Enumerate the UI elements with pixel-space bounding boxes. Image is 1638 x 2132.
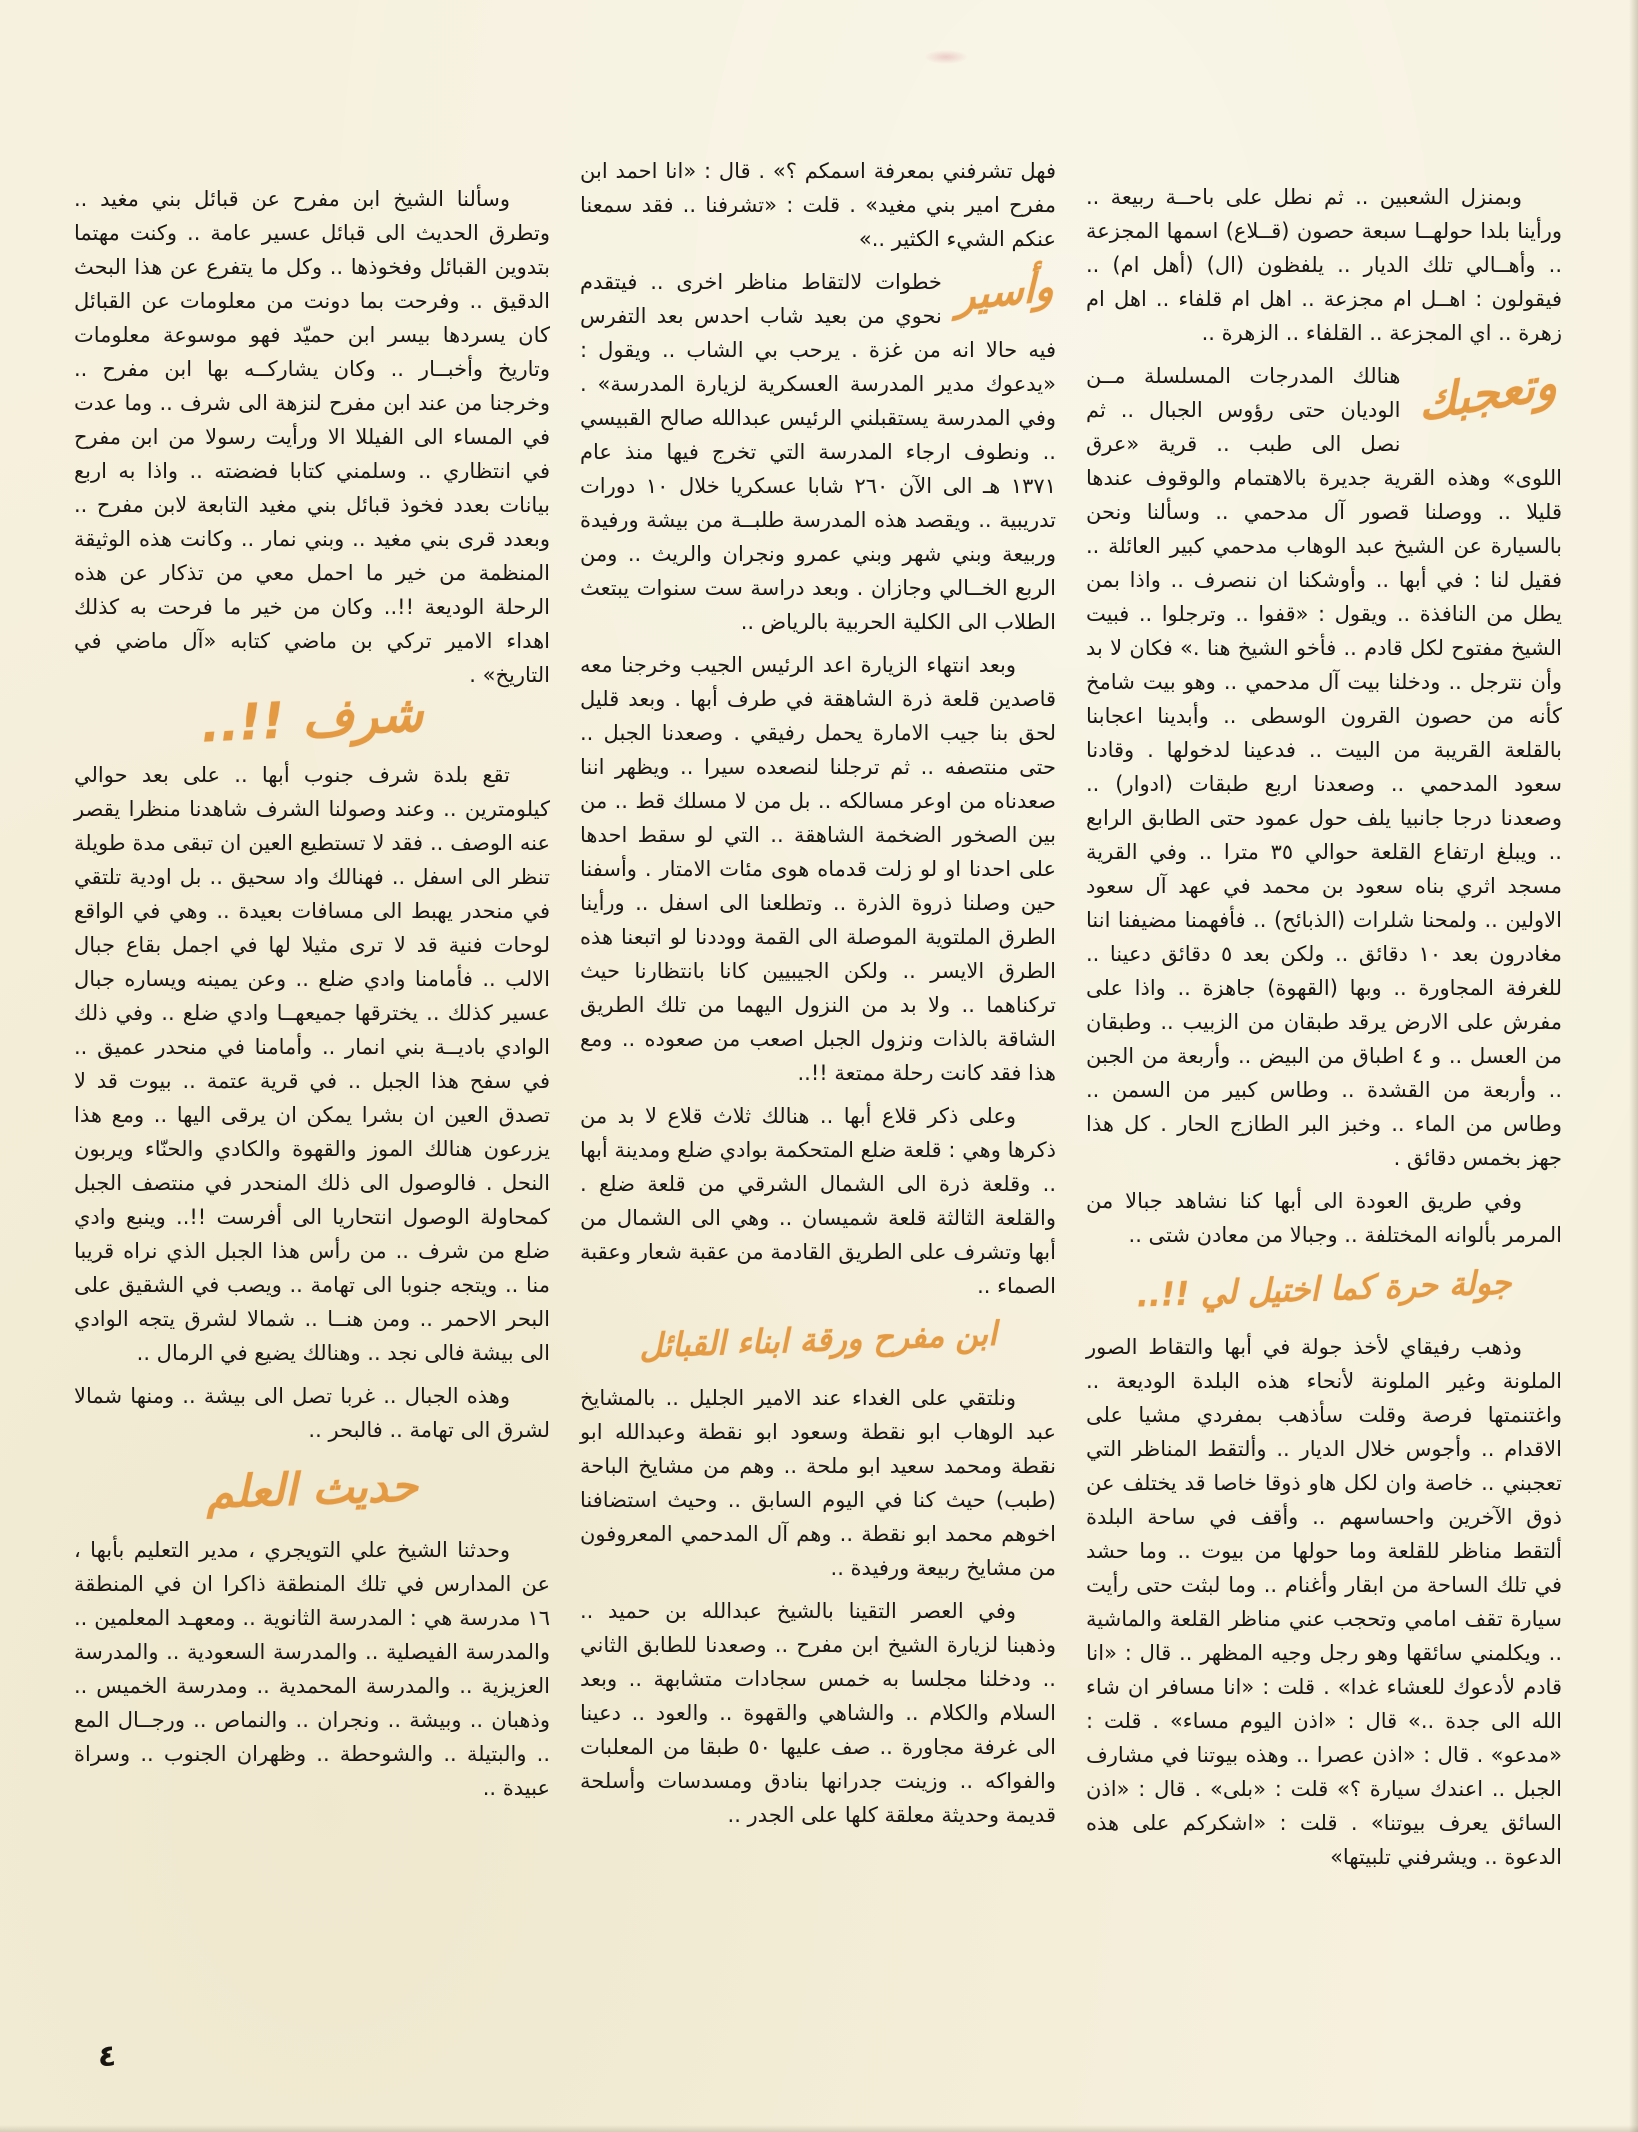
calligraphy-wa-asir-heading: وأسير [956,263,1054,321]
column-right [1086,86,1562,1883]
paragraph [74,1533,550,1805]
paragraph-text: وفي طريق العودة الى أبها كنا نشاهد جبالا من المرمر بألوانه المختلفة .. وجبالا من معادن شتى .. [1086,1189,1562,1247]
paragraph-text: خطوات لالتقاط مناظر اخرى .. فيتقدم نحوي من بعيد شاب احدس بعد التفرس فيه حالا انه من غزة . يرحب بي الشاب .. ويقول : «يدعوك مدير المدرسة العسكرية لزيارة المدرسة» . وفي المدرسة يستقبلني الرئيس عبدالله صالح القبيسي .. ونطوف ارجاء المدرسة التي تخرج فيها منذ عام ١٣٧١ هـ الى الآن ٢٦٠ شابا عسكريا خلال ١٠ دورات تدريبية .. ويقصد هذه المدرسة طلبــة من بيشة ورفيدة وربيعة وبني شهر وبني عمرو ونجران والريث .. ومن الربع الخــالي وجازان . وبعد دراسة ست سنوات يبتعث الطلاب الى الكلية الحربية بالرياض .. [580,270,1056,634]
paragraph-text: وحدثنا الشيخ علي التويجري ، مدير التعليم بأبها ، عن المدارس في تلك المنطقة ذاكرا ان في المنطقة ١٦ مدرسة هي : المدرسة الثانوية .. ومعهـد المعلمين .. والمدرسة الفيصلية .. والمدرسة السعودية .. والمدرسة العزيزية .. والمدرسة المحمدية .. ومدرسة الخميس .. وذهبان .. وبيشة .. ونجران .. والنماص .. ورجــال المع .. والبتيلة .. والشوحطة .. وظهران الجنوب .. وسراة عبيدة .. [74,1538,550,1800]
paragraph-text: هنالك المدرجات المسلسلة مــن الوديان حتى رؤوس الجبال .. ثم نصل الى طبب .. قرية «عرق اللوى» وهذه القرية جديرة بالاهتمام والوقوف عندها قليلا .. ووصلنا قصور آل مدحمي .. وسألنا ونحن بالسيارة عن الشيخ عبد الوهاب مدحمي كبير العائلة .. فقيل لنا : في أبها .. وأوشكنا ان ننصرف .. واذا بمن يطل من النافذة .. ويقول : «قفوا .. وترجلوا .. فبيت الشيخ مفتوح لكل قادم .. فأخو الشيخ هنا .» فكان لا بد وأن نترجل .. ودخلنا بيت آل مدحمي .. وهو بيت شامخ كأنه من حصون القرون الوسطى .. وأبدينا اعجابنا بالقلعة القريبة من البيت .. فدعينا لدخولها . وقادنا سعود المدحمي .. وصعدنا اربع طبقات (ادوار) .. وصعدنا درجا جانبيا يلف حول عمود حتى الطابق الرابع .. ويبلغ ارتفاع القلعة حوالي ٣٥ مترا .. وفي القرية مسجد اثري بناه سعود بن محمد في عهد آل سعود الاولين .. ولمحنا شلرات (الذبائح) .. فأفهمنا مضيفنا اننا مغادرون بعد ١٠ دقائق .. ولكن بعد ٥ دقائق دعينا .. للغرفة المجاورة .. وبها (القهوة) جاهزة .. واذا على مفرش على الارض يرقد طبقان من الزبيب .. وطبقان من العسل .. و ٤ اطباق من البيض .. وأربعة من الجبن .. وأربعة من القشدة .. وطاس كبير من السمن .. وطاس من الماء .. وخبز البر الطازج الحار . كل هذا جهز بخمس دقائق . [1086,364,1563,1170]
paragraph-text: وبمنزل الشعبين .. ثم نطل على باحــة ربيعة .. ورأينا بلدا حولهــا سبعة حصون (قــلاع) اسمها المجزعة .. وأهــالي تلك الديار .. يلفظون (ال) (أهل ام) .. فيقولون : اهــل ام مجزعة .. اهل ام قلفاء .. اهل ام زهرة .. اي المجزعة .. القلفاء .. الزهرة .. [1086,185,1562,345]
paragraph [1086,1330,1562,1874]
paragraph [74,182,550,692]
paragraph [1086,180,1562,350]
paragraph-text: وسألنا الشيخ ابن مفرح عن قبائل بني مغيد .. وتطرق الحديث الى قبائل عسير عامة .. وكنت مهتما بتدوين القبائل وفخوذها .. وكل ما يتفرع عن هذا البحث الدقيق .. وفرحت بما دونت من معلومات عن القبائل كان يسردها بيسر ابن حميّد فهو موسوعة معلومات وتاريخ وأخبــار .. وكان يشاركــه بها ابن مفرح .. وخرجنا من عند ابن مفرح لنزهة الى شرف .. وما عدت في المساء الى الفيللا الا ورأيت رسولا من ابن مفرح في انتظاري .. وسلمني كتابا فضضته .. واذا به اربع بيانات بعدد فخوذ قبائل بني مغيد التابعة لابن مفرح .. وبعدد قرى بني مغيد .. وبني نمار .. وكانت هذه الوثيقة المنظمة من خير ما احمل معي من تذكار عن هذه الرحلة الوديعة !!.. وكان من خير ما فرحت به كذلك اهداء الامير تركي بن ماضي كتابه «آل ماضي في التاريخ» . [74,187,550,687]
paragraph-text: فهل تشرفني بمعرفة اسمكم ؟» . قال : «انا احمد ابن مفرح امير بني مغيد» . قلت : «تشرفنا .. فقد سمعنا عنكم الشيء الكثير ..» [580,159,1056,251]
paragraph [1086,1184,1562,1252]
scan-smudge [924,50,968,64]
paragraph [74,1379,550,1447]
paragraph-text: وعلى ذكر قلاع أبها .. هنالك ثلاث قلاع لا بد من ذكرها وهي : قلعة ضلع المتحكمة بوادي ضلع ومدينة أبها .. وقلعة ذرة الى الشمال الشرقي من قلعة ضلع . والقلعة الثالثة قلعة شميسان .. وهي الى الشمال من أبها وتشرف على الطريق القادمة من عقبة شعار وعقبة الصماء .. [580,1104,1056,1298]
paragraph-text: وفي العصر التقينا بالشيخ عبدالله بن حميد .. وذهبنا لزيارة الشيخ ابن مفرح .. وصعدنا للطابق الثاني .. ودخلنا مجلسا به خمس سجادات متشابهة .. وبعد السلام والكلام .. والشاهي والقهوة .. والعود .. دعينا الى غرفة مجاورة .. صف عليها ٥٠ طبقا من المعلبات والفواكه .. وزينت جدرانها بنادق ومسدسات وأسلحة قديمة وحديثة معلقة كلها على الجدر .. [580,1599,1056,1827]
column-middle [580,86,1056,1841]
paragraph [580,1594,1056,1832]
page-number: ٤ [98,2039,117,2074]
scan-edge-shadow-bottom [0,2125,1638,2132]
heading-free-tour: جولة حرة كما اختيل لي !!.. [1135,1262,1513,1315]
paragraph-text: وبعد انتهاء الزيارة اعد الرئيس الجيب وخرجنا معه قاصدين قلعة ذرة الشاهقة في طرف أبها . وبعد قليل لحق بنا جيب الامارة يحمل رفيقي . وصعدنا الجبل .. حتى منتصفه .. ثم ترجلنا لنصعده سيرا .. ويظهر اننا صعدناه من اوعر مسالكه .. بل من لا مسلك قط .. من بين الصخور الضخمة الشاهقة .. التي لو سقط احدها على احدنا او لو زلت قدماه هوى مئات الامتار . وأسفنا حين وصلنا ذروة الذرة .. وتطلعنا الى اسفل .. ورأينا الطرق الملتوية الموصلة الى القمة ووددنا لو اتبعنا هذه الطرق الايسر .. ولكن الجيبيين كانا بانتظارنا حيث تركناهما .. ولا بد من النزول اليهما من تلك الطريق الشاقة بالذات ونزول الجبل اصعب من صعوده .. ومع هذا فقد كانت رحلة ممتعة !!.. [580,653,1056,1085]
paragraph [580,1381,1056,1585]
heading-sharaf: شرف !!.. [199,684,425,754]
heading-education-talk: حديث العلم [205,1460,419,1519]
paragraph-text: وهذه الجبال .. غربا تصل الى بيشة .. ومنها شمالا لشرق الى تهامة .. فالبحر .. [74,1384,550,1442]
paragraph [580,154,1056,256]
column-left [74,86,550,1814]
paragraph [74,758,550,1370]
paragraph-text: وذهب رفيقاي لأخذ جولة في أبها والتقاط الصور الملونة وغير الملونة لأنحاء هذه البلدة الوديعة .. واغتنمتها فرصة وقلت سأذهب بمفردي مشيا على الاقدام .. وأجوس خلال الديار .. وألتقط المناظر التي تعجبني .. خاصة وان لكل هاو ذوقا خاصا قد يختلف عن ذوق الآخرين واحساسهم .. وأقف في ساحة البلدة ألتقط مناظر للقلعة وما حولها من بيوت .. وما حشد في تلك الساحة من ابقار وأغنام .. وما لبثت حتى رأيت سيارة تقف امامي وتحجب عني مناظر القلعة والماشية .. ويكلمني سائقها وهو رجل وجيه المظهر .. قال : «انا قادم لأدعوك للعشاء غدا» . قلت : «انا مسافر ان شاء الله الى جدة ..» قال : «اذن اليوم مساء» . قلت : «مدعو» . قال : «اذن عصرا .. وهذه بيوتنا في مشارف الجبل .. اعندك سيارة ؟» قلت : «بلى» . قال : «اذن السائق يعرف بيوتنا» . قلت : «اشكركم على هذه الدعوة .. ويشرفني تلبيتها» [1086,1335,1562,1869]
paragraph-text: تقع بلدة شرف جنوب أبها .. على بعد حوالي كيلومترين .. وعند وصولنا الشرف شاهدنا منظرا يقصر عنه الوصف .. فقد لا تستطيع العين ان تبقى مدة طويلة تنظر الى اسفل .. فهنالك واد سحيق .. بل اودية تلتقي في منحدر يهبط الى مسافات بعيدة .. وهي في الواقع لوحات فنية قد لا ترى مثيلا لها في اجمل بقاع جبال الالب .. فأمامنا وادي ضلع .. وعن يمينه ويساره جبال عسير كذلك .. يخترقها جميعهــا وادي ضلع .. وفي ذلك الوادي باديــة بني انمار .. وأمامنا في منحدر عميق .. في سفح هذا الجبل .. في قرية عتمة .. بيوت قد لا تصدق العين ان بشرا يمكن ان يرقى اليها .. ومع هذا يزرعون هنالك الموز والقهوة والكادي والحنّاء ويربون النحل . فالوصول الى ذلك المنحدر في منتصف الجبل كمحاولة الوصول انتحاريا الى أفرست !!.. وينبع وادي ضلع من شرف .. من رأس هذا الجبل الذي نراه قريبا منا .. ويتجه جنوبا الى تهامة .. ويصب في الشقيق على البحر الاحمر .. ومن هنــا .. شمالا لشرق يتجه الوادي الى بيشة فالى نجد .. وهنالك يضيع في الرمال .. [74,763,550,1365]
paragraph [580,1099,1056,1303]
paragraph [580,265,1056,639]
calligraphy-watuajibuk-heading: وتعجبك [1417,354,1559,432]
paragraph [580,648,1056,1090]
scan-edge-shadow-right [1629,0,1638,2132]
paragraph [1086,354,1563,1175]
paragraph-text: ونلتقي على الغداء عند الامير الجليل .. بالمشايخ عبد الوهاب ابو نقطة وسعود ابو نقطة وعبدالله ابو نقطة ومحمد سعيد ابو ملحة .. وهم من مشايخ الباحة (طبب) حيث كنا في اليوم السابق .. وحيث استضافنا اخوهم محمد ابو نقطة .. وهم آل المدحمي المعروفون من مشايخ ربيعة ورفيدة .. [580,1386,1056,1580]
heading-ibn-mufrih-tribes: ابن مفرح ورقة ابناء القبائل [638,1313,998,1366]
